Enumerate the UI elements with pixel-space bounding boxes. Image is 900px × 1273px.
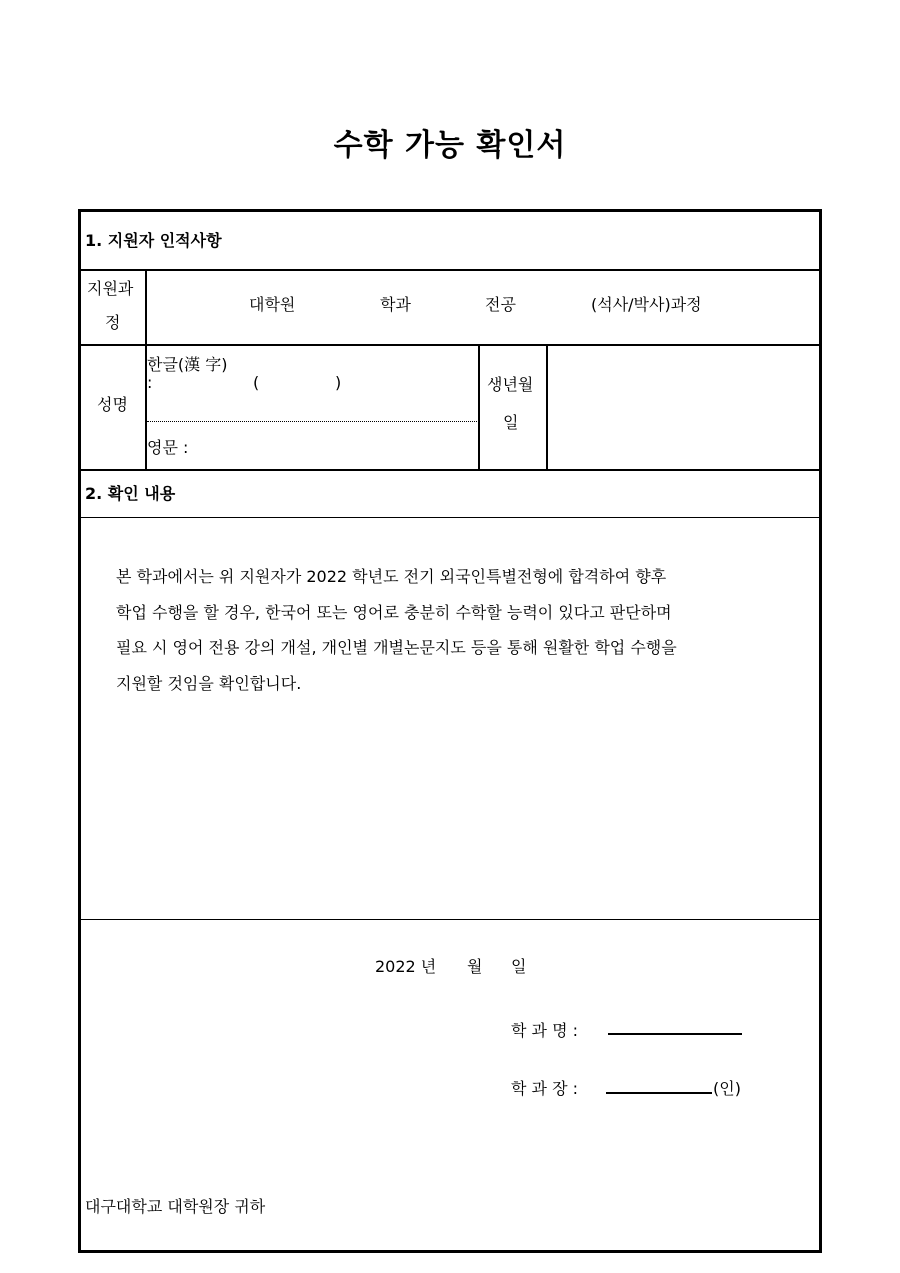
date-year: 2022 년 — [375, 957, 437, 976]
course-label-line1: 지원과 — [87, 279, 134, 298]
addressee: 대구대학교 대학원장 귀하 — [85, 1197, 266, 1216]
birth-value-divider — [546, 344, 548, 469]
divider — [81, 469, 819, 471]
dept-name-label: 학 과 명 : — [511, 1021, 579, 1040]
dept-head-underline — [606, 1092, 712, 1094]
birth-label-line1: 생년월 — [487, 375, 534, 394]
course-major: 전공 — [485, 295, 516, 314]
course-label-line2: 정 — [105, 313, 121, 332]
dept-head-label: 학 과 장 : — [511, 1079, 579, 1098]
divider — [81, 517, 819, 518]
name-korean-label: 한글(漢 字) — [147, 355, 228, 374]
birth-label-line2: 일 — [503, 413, 519, 432]
confirmation-line: 필요 시 영어 전용 강의 개설, 개인별 개별논문지도 등을 통해 원활한 학업 수행을 — [116, 638, 677, 657]
name-birth-divider — [478, 344, 480, 469]
confirmation-text — [116, 559, 806, 701]
dept-name-underline — [608, 1033, 742, 1035]
name-paren-open: ( — [253, 373, 260, 392]
divider — [81, 269, 819, 271]
confirmation-line: 학업 수행을 할 경우, 한국어 또는 영어로 충분히 수학할 능력이 있다고 판단하며 — [116, 602, 672, 622]
name-paren-close: ) — [335, 373, 342, 392]
divider — [81, 919, 819, 920]
course-department: 학과 — [380, 295, 411, 314]
section2-heading: 2. 확인 내용 — [85, 484, 176, 503]
course-degree: (석사/박사)과정 — [591, 295, 702, 314]
course-graduate: 대학원 — [249, 295, 296, 314]
confirmation-line: 본 학과에서는 위 지원자가 2022 학년도 전기 외국인특별전형에 합격하여 향후 — [116, 567, 667, 586]
section1-heading: 1. 지원자 인적사항 — [85, 231, 222, 250]
date-month: 월 — [467, 957, 483, 976]
name-colon: : — [147, 373, 153, 392]
form-frame — [78, 209, 822, 1253]
date-day: 일 — [511, 957, 527, 976]
divider — [81, 344, 819, 346]
name-english-label: 영문 : — [147, 438, 189, 457]
page-title: 수학 가능 확인서 — [333, 128, 567, 163]
seal-mark: (인) — [713, 1079, 741, 1098]
confirmation-line: 지원할 것임을 확인합니다. — [116, 673, 302, 693]
name-dotted-divider — [147, 421, 477, 422]
name-label: 성명 — [97, 395, 128, 414]
